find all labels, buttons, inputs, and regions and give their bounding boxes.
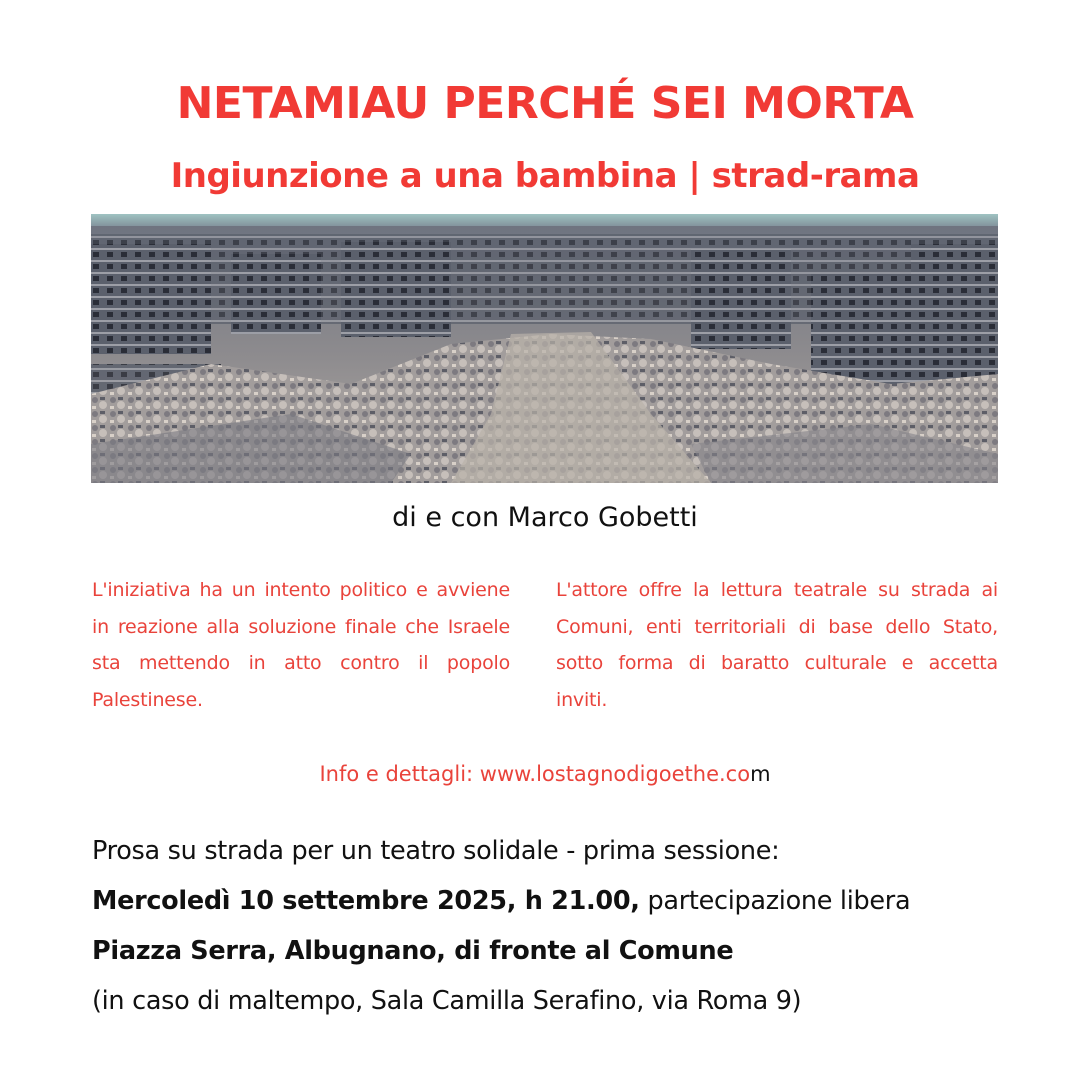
author-credit: di e con Marco Gobetti xyxy=(392,502,698,533)
page-subtitle: Ingiunzione a una bambina | strad-rama xyxy=(170,156,920,196)
website-link-end[interactable]: m xyxy=(750,762,771,786)
info-line xyxy=(92,754,998,794)
website-link[interactable]: www.lostagnodigoethe.co xyxy=(479,762,751,786)
rubble-photo xyxy=(91,214,998,483)
event-place: Piazza Serra, Albugnano, di fronte al Comune xyxy=(92,936,734,966)
page-title: NETAMIAU PERCHÉ SEI MORTA xyxy=(176,78,914,129)
event-intro: Prosa su strada per un teatro solidale - prima sessione: xyxy=(92,836,780,866)
event-date-line xyxy=(92,876,998,926)
event-admission: partecipazione libera xyxy=(639,886,911,916)
event-date: Mercoledì 10 settembre 2025, h 21.00, xyxy=(92,886,640,916)
info-label: Info e dettagli: xyxy=(319,762,480,786)
offer-paragraph: L'attore offre la lettura teatrale su strada ai Comuni, enti territoriali di base dello Stato, sotto forma di baratto culturale e accetta inviti. xyxy=(556,579,998,711)
intent-paragraph: L'iniziativa ha un intento politico e avviene in reazione alla soluzione finale che Israele sta mettendo in atto contro il popolo Palestinese. xyxy=(92,579,510,711)
event-fallback: (in caso di maltempo, Sala Camilla Serafino, via Roma 9) xyxy=(92,986,802,1016)
event-details xyxy=(92,826,998,1026)
event-place-line xyxy=(92,926,998,976)
